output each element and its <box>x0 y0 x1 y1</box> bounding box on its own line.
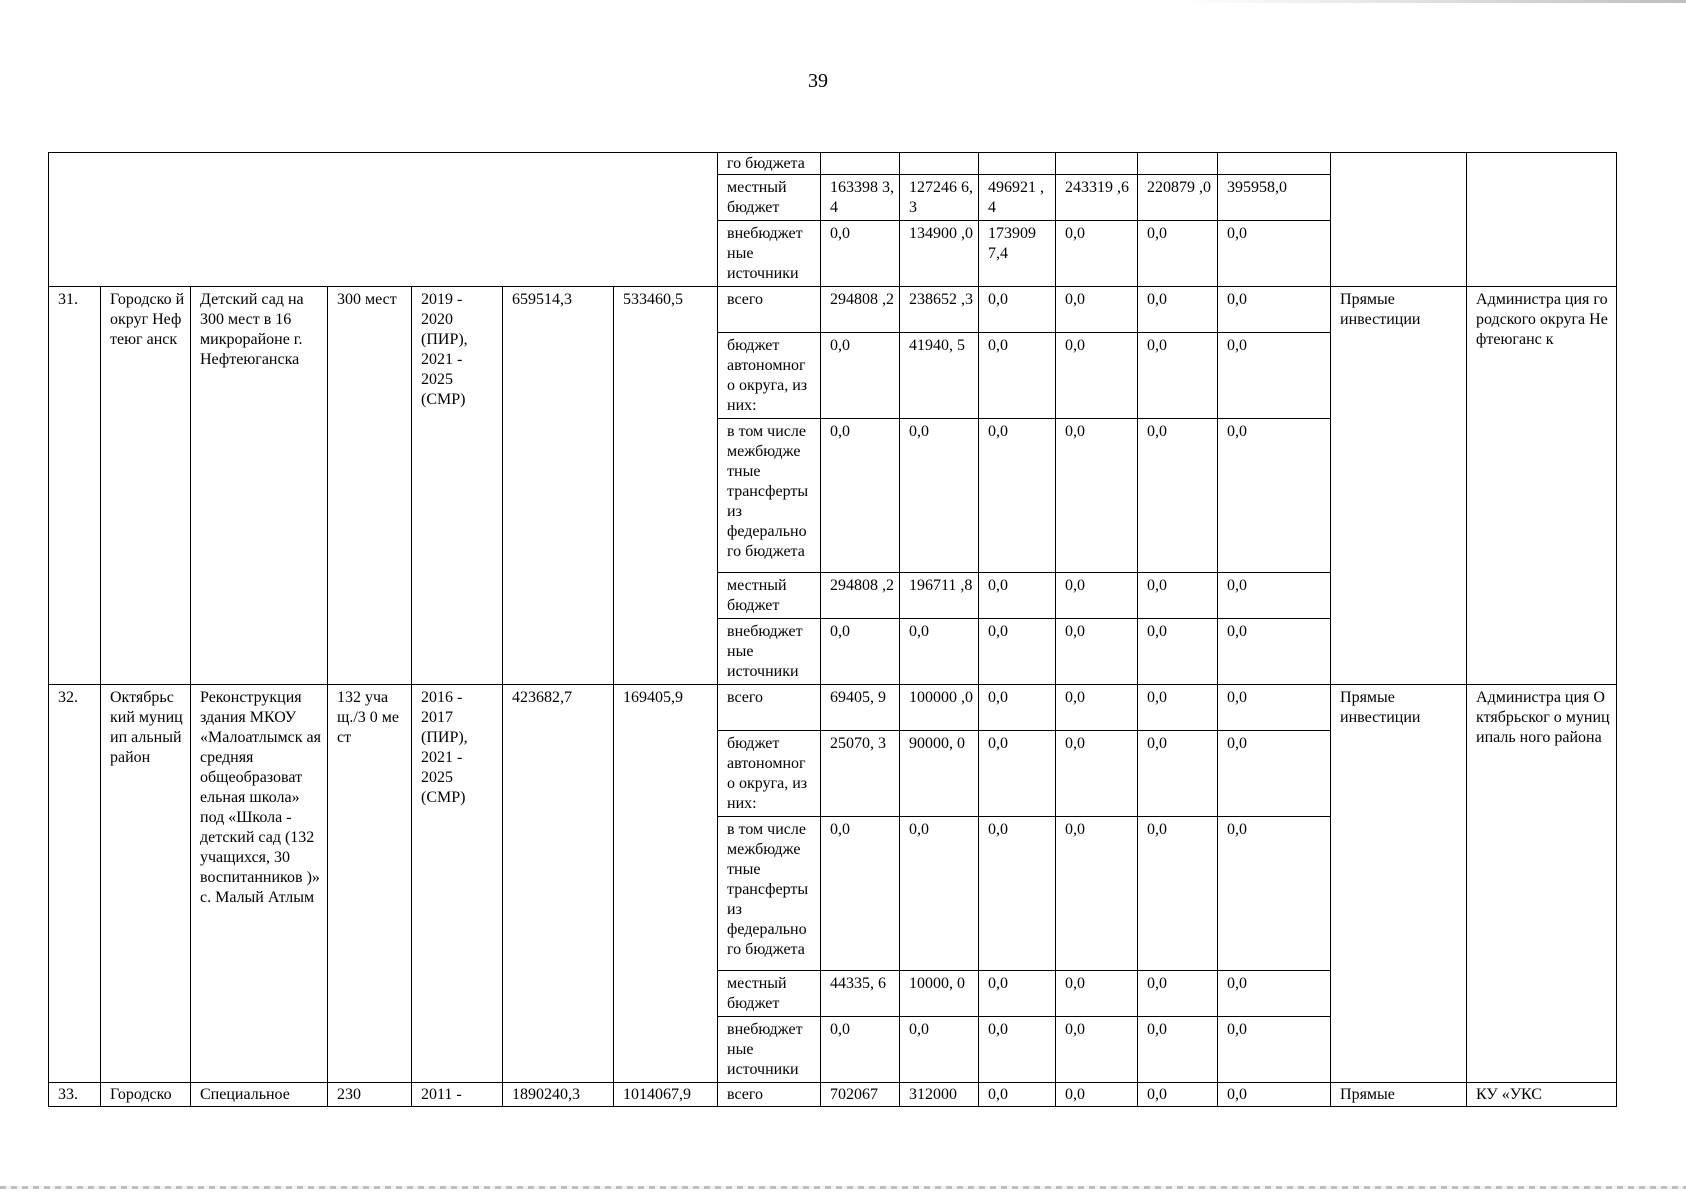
funding-value: 0,0 <box>900 419 979 573</box>
funding-value: 0,0 <box>821 1017 900 1083</box>
funding-source-label: внебюджет ные источники <box>718 619 821 685</box>
project-remaining: 169405,9 <box>614 685 718 1083</box>
funding-value: 0,0 <box>979 731 1056 817</box>
funding-value: 0,0 <box>1138 971 1218 1017</box>
funding-value: 0,0 <box>1218 287 1331 333</box>
project-number: 33. <box>49 1083 101 1107</box>
funding-value: 173909 7,4 <box>979 221 1056 287</box>
funding-value <box>821 153 900 175</box>
funding-source-label: в том числе межбюдже тные трансферты из федерально го бюджета <box>718 419 821 573</box>
scan-edge-bottom <box>0 1186 1686 1189</box>
continuation-customer-cell <box>1467 153 1617 287</box>
funding-value: 0,0 <box>821 619 900 685</box>
funding-source-label: бюджет автономног о округа, из них: <box>718 333 821 419</box>
funding-value: 0,0 <box>979 817 1056 971</box>
continuation-form-cell <box>1331 153 1467 287</box>
page-number: 39 <box>808 70 828 92</box>
funding-value: 0,0 <box>1138 731 1218 817</box>
funding-value: 44335, 6 <box>821 971 900 1017</box>
funding-value <box>1056 153 1138 175</box>
funding-value: 41940, 5 <box>900 333 979 419</box>
funding-value: 0,0 <box>979 685 1056 731</box>
funding-value: 0,0 <box>900 817 979 971</box>
funding-value: 0,0 <box>979 1083 1056 1107</box>
funding-value: 294808 ,2 <box>821 573 900 619</box>
funding-source-label: местный бюджет <box>718 573 821 619</box>
project-object: Специальное <box>191 1083 328 1107</box>
funding-value: 0,0 <box>1218 619 1331 685</box>
funding-value <box>900 153 979 175</box>
project-object: Детский сад на 300 мест в 16 микрорайоне г. Нефтеюганска <box>191 287 328 685</box>
funding-value: 0,0 <box>1218 1083 1331 1107</box>
investment-table <box>48 152 1617 1107</box>
project-period: 2016 - 2017 (ПИР), 2021 - 2025 (СМР) <box>412 685 503 1083</box>
funding-value: 25070, 3 <box>821 731 900 817</box>
scan-edge-top <box>1180 0 1686 3</box>
project-object: Реконструкция здания МКОУ «Малоатлымск ая средняя общеобразоват ельная школа» под «Школа - детский сад (132 учащихся, 30 воспитанников )» с. Малый Атлым <box>191 685 328 1083</box>
funding-source-label: всего <box>718 287 821 333</box>
funding-value: 243319 ,6 <box>1056 175 1138 221</box>
project-remaining: 1014067,9 <box>614 1083 718 1107</box>
project-customer: Администра ция Октябрьског о муниципаль ного района <box>1467 685 1617 1083</box>
funding-value: 0,0 <box>1138 1083 1218 1107</box>
project-remaining: 533460,5 <box>614 287 718 685</box>
funding-value: 0,0 <box>1218 731 1331 817</box>
funding-value: 196711 ,8 <box>900 573 979 619</box>
project-cost: 423682,7 <box>503 685 614 1083</box>
funding-value: 0,0 <box>1138 333 1218 419</box>
funding-value: 163398 3,4 <box>821 175 900 221</box>
funding-value: 0,0 <box>1056 1083 1138 1107</box>
funding-source-label: местный бюджет <box>718 175 821 221</box>
funding-value: 0,0 <box>1218 971 1331 1017</box>
funding-source-label: в том числе межбюдже тные трансферты из федерально го бюджета <box>718 817 821 971</box>
project-capacity: 300 мест <box>328 287 412 685</box>
funding-value: 312000 <box>900 1083 979 1107</box>
funding-value: 0,0 <box>1056 287 1138 333</box>
table-row <box>49 685 1617 731</box>
funding-value: 0,0 <box>1218 573 1331 619</box>
table-row <box>49 287 1617 333</box>
funding-value: 0,0 <box>1056 1017 1138 1083</box>
funding-value: 220879 ,0 <box>1138 175 1218 221</box>
continuation-blank-cell <box>49 153 718 287</box>
funding-value: 0,0 <box>821 221 900 287</box>
funding-value: 702067 <box>821 1083 900 1107</box>
funding-value: 0,0 <box>900 619 979 685</box>
funding-source-label: внебюджет ные источники <box>718 221 821 287</box>
funding-value: 0,0 <box>1056 685 1138 731</box>
funding-value: 0,0 <box>1218 221 1331 287</box>
funding-value: 0,0 <box>1056 971 1138 1017</box>
project-municipality: Городско й округ Нефтеюг анск <box>101 287 191 685</box>
funding-value: 0,0 <box>821 419 900 573</box>
funding-value: 0,0 <box>1218 817 1331 971</box>
funding-value: 0,0 <box>1138 817 1218 971</box>
funding-value: 0,0 <box>1138 419 1218 573</box>
funding-value: 134900 ,0 <box>900 221 979 287</box>
funding-value: 0,0 <box>1218 1017 1331 1083</box>
project-cost: 659514,3 <box>503 287 614 685</box>
funding-value: 0,0 <box>979 971 1056 1017</box>
funding-value: 0,0 <box>1056 573 1138 619</box>
project-period: 2011 - <box>412 1083 503 1107</box>
funding-value <box>979 153 1056 175</box>
project-form: Прямые <box>1331 1083 1467 1107</box>
funding-value: 0,0 <box>979 573 1056 619</box>
project-cost: 1890240,3 <box>503 1083 614 1107</box>
funding-value <box>1138 153 1218 175</box>
funding-value: 395958,0 <box>1218 175 1331 221</box>
funding-value: 238652 ,3 <box>900 287 979 333</box>
funding-value: 0,0 <box>1056 333 1138 419</box>
funding-value: 0,0 <box>1056 731 1138 817</box>
table-row <box>49 153 1617 175</box>
funding-value: 0,0 <box>979 287 1056 333</box>
funding-value: 127246 6,3 <box>900 175 979 221</box>
funding-value: 0,0 <box>1218 419 1331 573</box>
funding-value: 0,0 <box>979 619 1056 685</box>
funding-value: 0,0 <box>1138 221 1218 287</box>
project-number: 31. <box>49 287 101 685</box>
funding-value: 496921 ,4 <box>979 175 1056 221</box>
funding-value: 0,0 <box>900 1017 979 1083</box>
funding-value: 0,0 <box>1138 573 1218 619</box>
funding-value: 0,0 <box>979 333 1056 419</box>
funding-value: 10000, 0 <box>900 971 979 1017</box>
funding-value: 0,0 <box>1056 619 1138 685</box>
funding-value: 0,0 <box>821 333 900 419</box>
funding-value: 69405, 9 <box>821 685 900 731</box>
funding-value: 0,0 <box>1218 333 1331 419</box>
funding-source-label: местный бюджет <box>718 971 821 1017</box>
funding-source-label: внебюджет ные источники <box>718 1017 821 1083</box>
funding-value: 0,0 <box>1138 1017 1218 1083</box>
project-customer: КУ «УКС <box>1467 1083 1617 1107</box>
table-body <box>49 153 1617 1107</box>
funding-value: 0,0 <box>979 419 1056 573</box>
funding-value <box>1218 153 1331 175</box>
funding-source-label: го бюджета <box>718 153 821 175</box>
project-municipality: Городско <box>101 1083 191 1107</box>
funding-value: 0,0 <box>1138 685 1218 731</box>
project-capacity: 132 учащ./3 0 мест <box>328 685 412 1083</box>
project-form: Прямые инвестиции <box>1331 685 1467 1083</box>
funding-value: 0,0 <box>821 817 900 971</box>
funding-source-label: всего <box>718 685 821 731</box>
funding-value: 0,0 <box>979 1017 1056 1083</box>
funding-value: 90000, 0 <box>900 731 979 817</box>
funding-value: 0,0 <box>1138 619 1218 685</box>
project-form: Прямые инвестиции <box>1331 287 1467 685</box>
funding-value: 0,0 <box>1056 221 1138 287</box>
funding-value: 0,0 <box>1218 685 1331 731</box>
funding-value: 100000 ,0 <box>900 685 979 731</box>
funding-value: 0,0 <box>1056 419 1138 573</box>
funding-value: 294808 ,2 <box>821 287 900 333</box>
funding-value: 0,0 <box>1056 817 1138 971</box>
project-period: 2019 - 2020 (ПИР), 2021 - 2025 (СМР) <box>412 287 503 685</box>
funding-value: 0,0 <box>1138 287 1218 333</box>
funding-source-label: всего <box>718 1083 821 1107</box>
project-number: 32. <box>49 685 101 1083</box>
table-row <box>49 1083 1617 1107</box>
project-customer: Администра ция городского округа Нефтеюганс к <box>1467 287 1617 685</box>
funding-source-label: бюджет автономног о округа, из них: <box>718 731 821 817</box>
project-capacity: 230 <box>328 1083 412 1107</box>
project-municipality: Октябрьс кий муницип альный район <box>101 685 191 1083</box>
